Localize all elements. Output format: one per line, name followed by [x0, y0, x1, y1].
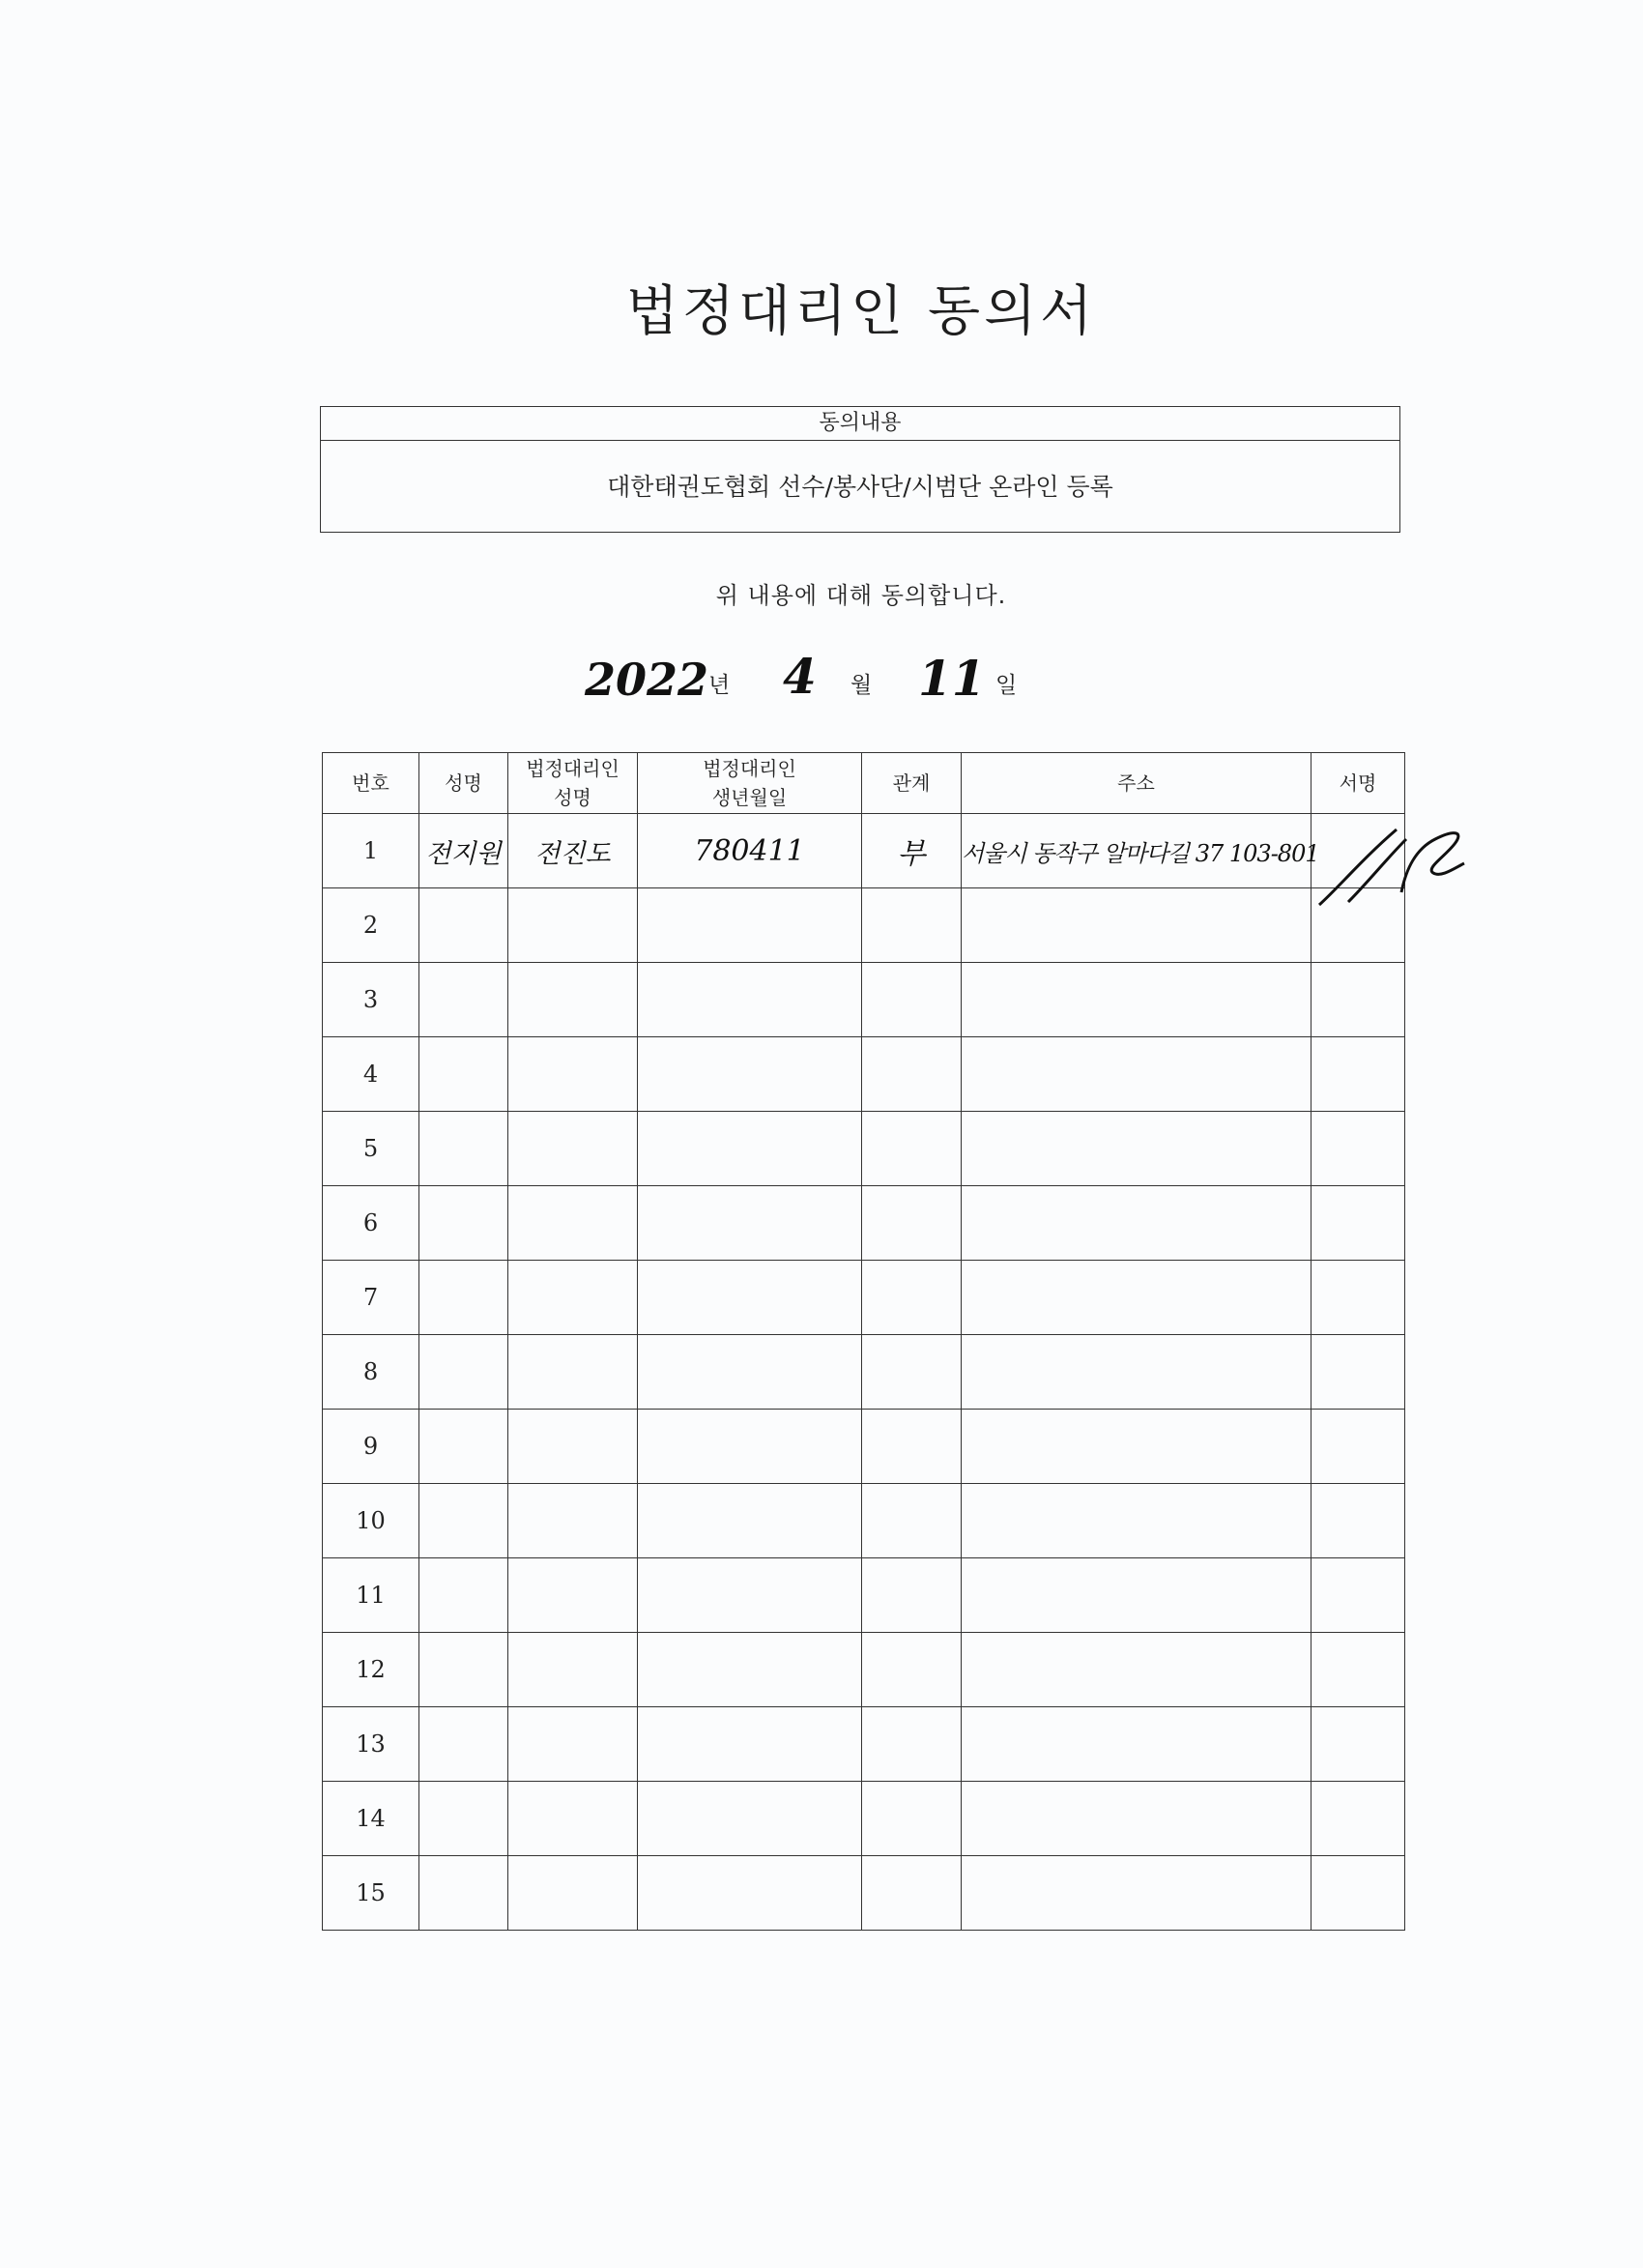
- date-year: 2022: [585, 654, 709, 706]
- student-name-cell: [419, 1856, 508, 1931]
- guardian-birth-handwriting: 780411: [694, 833, 805, 868]
- student-name-cell: [419, 1186, 508, 1261]
- guardian-name-handwriting: 전진도: [534, 838, 611, 869]
- header-address: 주소: [962, 753, 1312, 814]
- signature-cell: [1312, 1335, 1405, 1410]
- table-row: [323, 1335, 1405, 1410]
- signature-cell: [1312, 1261, 1405, 1335]
- relation-cell: [862, 888, 962, 963]
- relation-cell: [862, 1037, 962, 1112]
- row-number-cell: 14: [323, 1782, 419, 1856]
- address-cell: [962, 1707, 1312, 1782]
- signature-cell: [1312, 1558, 1405, 1633]
- header-number: 번호: [323, 753, 419, 814]
- row-number-cell: 3: [323, 963, 419, 1037]
- guardian-birth-cell: [638, 1558, 862, 1633]
- student-name-cell: [419, 814, 508, 888]
- document-title: 법정대리인 동의서: [625, 280, 1097, 343]
- student-name-cell: [419, 1707, 508, 1782]
- table-row: [323, 963, 1405, 1037]
- student-name-cell: [419, 888, 508, 963]
- relation-cell: [862, 1484, 962, 1558]
- header-signature: 서명: [1312, 753, 1405, 814]
- table-row: [323, 1484, 1405, 1558]
- guardian-name-cell: [508, 1707, 638, 1782]
- row-number-cell: 5: [323, 1112, 419, 1186]
- guardian-birth-cell: [638, 814, 862, 888]
- guardian-birth-cell: [638, 1633, 862, 1707]
- header-guardian-birth: 법정대리인 생년월일: [638, 753, 862, 814]
- relation-cell: [862, 1707, 962, 1782]
- date-month-unit: 월: [850, 673, 873, 698]
- relation-cell: [862, 1112, 962, 1186]
- signature-cell: [1312, 1782, 1405, 1856]
- header-relation: 관계: [862, 753, 962, 814]
- signature-cell: [1312, 1856, 1405, 1931]
- guardian-name-cell: [508, 1112, 638, 1186]
- student-name-cell: [419, 1484, 508, 1558]
- relation-cell: [862, 1633, 962, 1707]
- row-number-cell: 1: [323, 814, 419, 888]
- relation-cell: [862, 963, 962, 1037]
- date-year-unit: 년: [708, 673, 731, 698]
- relation-cell: [862, 1335, 962, 1410]
- address-cell: [962, 1782, 1312, 1856]
- guardian-birth-cell: [638, 1261, 862, 1335]
- guardian-birth-cell: [638, 888, 862, 963]
- guardian-birth-cell: [638, 963, 862, 1037]
- row-number-cell: 10: [323, 1484, 419, 1558]
- guardian-birth-cell: [638, 1484, 862, 1558]
- table-row: [323, 1112, 1405, 1186]
- student-name-cell: [419, 1410, 508, 1484]
- table-row: [323, 1261, 1405, 1335]
- signature-cell: [1312, 1484, 1405, 1558]
- relation-cell: [862, 814, 962, 888]
- address-cell: [962, 1186, 1312, 1261]
- row-number-cell: 13: [323, 1707, 419, 1782]
- date-month: 4: [783, 648, 817, 705]
- date-row: [0, 648, 1643, 725]
- table-row: [323, 1037, 1405, 1112]
- guardian-name-cell: [508, 1410, 638, 1484]
- table-row: [323, 1707, 1405, 1782]
- student-name-handwriting: 전지원: [425, 838, 502, 869]
- student-name-cell: [419, 1037, 508, 1112]
- row-number-cell: 15: [323, 1856, 419, 1931]
- address-cell: [962, 1558, 1312, 1633]
- guardian-name-cell: [508, 963, 638, 1037]
- relation-cell: [862, 1410, 962, 1484]
- table-row: [323, 1410, 1405, 1484]
- guardian-birth-cell: [638, 1856, 862, 1931]
- date-day-unit: 일: [995, 673, 1018, 698]
- table-row: [323, 1633, 1405, 1707]
- guardian-birth-cell: [638, 1112, 862, 1186]
- guardian-birth-cell: [638, 1037, 862, 1112]
- date-day: 11: [918, 650, 986, 707]
- address-cell: [962, 1484, 1312, 1558]
- row-number-cell: 8: [323, 1335, 419, 1410]
- guardian-birth-cell: [638, 1782, 862, 1856]
- student-name-cell: [419, 1112, 508, 1186]
- student-name-cell: [419, 1782, 508, 1856]
- table-row: [323, 1558, 1405, 1633]
- table-row: [323, 1186, 1405, 1261]
- registration-table: [322, 752, 1405, 1931]
- student-name-cell: [419, 1335, 508, 1410]
- guardian-name-cell: [508, 1782, 638, 1856]
- signature-cell: [1312, 1707, 1405, 1782]
- row-number-cell: 12: [323, 1633, 419, 1707]
- signature-cell: [1312, 1186, 1405, 1261]
- guardian-name-cell: [508, 1037, 638, 1112]
- address-cell: [962, 1261, 1312, 1335]
- guardian-name-cell: [508, 888, 638, 963]
- guardian-name-cell: [508, 814, 638, 888]
- relation-cell: [862, 1261, 962, 1335]
- table-row: [323, 888, 1405, 963]
- guardian-name-cell: [508, 1186, 638, 1261]
- guardian-signature-image: [1310, 810, 1479, 916]
- address-handwriting: 서울시 동작구 알마다길 37 103-801: [962, 839, 1319, 867]
- student-name-cell: [419, 1633, 508, 1707]
- table-header-row: [323, 753, 1405, 814]
- signature-cell: [1312, 1633, 1405, 1707]
- signature-cell: [1312, 1037, 1405, 1112]
- address-cell: [962, 814, 1319, 888]
- address-cell: [962, 1112, 1312, 1186]
- signature-cell: [1312, 1112, 1405, 1186]
- guardian-name-cell: [508, 1484, 638, 1558]
- consent-body: 대한태권도협회 선수/봉사단/시범단 온라인 등록: [607, 473, 1113, 501]
- relation-cell: [862, 1856, 962, 1931]
- relation-handwriting: 부: [897, 837, 926, 871]
- guardian-name-cell: [508, 1261, 638, 1335]
- row-number-cell: 4: [323, 1037, 419, 1112]
- table-row: [323, 1782, 1405, 1856]
- row-number-cell: 7: [323, 1261, 419, 1335]
- address-cell: [962, 1633, 1312, 1707]
- student-name-cell: [419, 963, 508, 1037]
- row-number-cell: 6: [323, 1186, 419, 1261]
- address-cell: [962, 1410, 1312, 1484]
- consent-header: 동의내용: [321, 407, 1399, 441]
- table-row: [323, 814, 1405, 888]
- address-cell: [962, 963, 1312, 1037]
- row-number-cell: 2: [323, 888, 419, 963]
- guardian-birth-cell: [638, 1335, 862, 1410]
- relation-cell: [862, 1558, 962, 1633]
- header-guardian-name: 법정대리인 성명: [508, 753, 638, 814]
- guardian-name-cell: [508, 1856, 638, 1931]
- address-cell: [962, 888, 1312, 963]
- address-cell: [962, 1856, 1312, 1931]
- guardian-birth-cell: [638, 1186, 862, 1261]
- consent-box: [320, 406, 1400, 533]
- guardian-name-cell: [508, 1335, 638, 1410]
- guardian-name-cell: [508, 1633, 638, 1707]
- student-name-cell: [419, 1261, 508, 1335]
- agreement-text: 위 내용에 대해 동의합니다.: [715, 582, 1007, 609]
- table-row: [323, 1856, 1405, 1931]
- row-number-cell: 9: [323, 1410, 419, 1484]
- row-number-cell: 11: [323, 1558, 419, 1633]
- guardian-name-cell: [508, 1558, 638, 1633]
- address-cell: [962, 1335, 1312, 1410]
- guardian-birth-cell: [638, 1410, 862, 1484]
- header-name: 성명: [419, 753, 508, 814]
- address-cell: [962, 1037, 1312, 1112]
- guardian-birth-cell: [638, 1707, 862, 1782]
- signature-cell: [1312, 1410, 1405, 1484]
- relation-cell: [862, 1782, 962, 1856]
- signature-cell: [1312, 963, 1405, 1037]
- student-name-cell: [419, 1558, 508, 1633]
- relation-cell: [862, 1186, 962, 1261]
